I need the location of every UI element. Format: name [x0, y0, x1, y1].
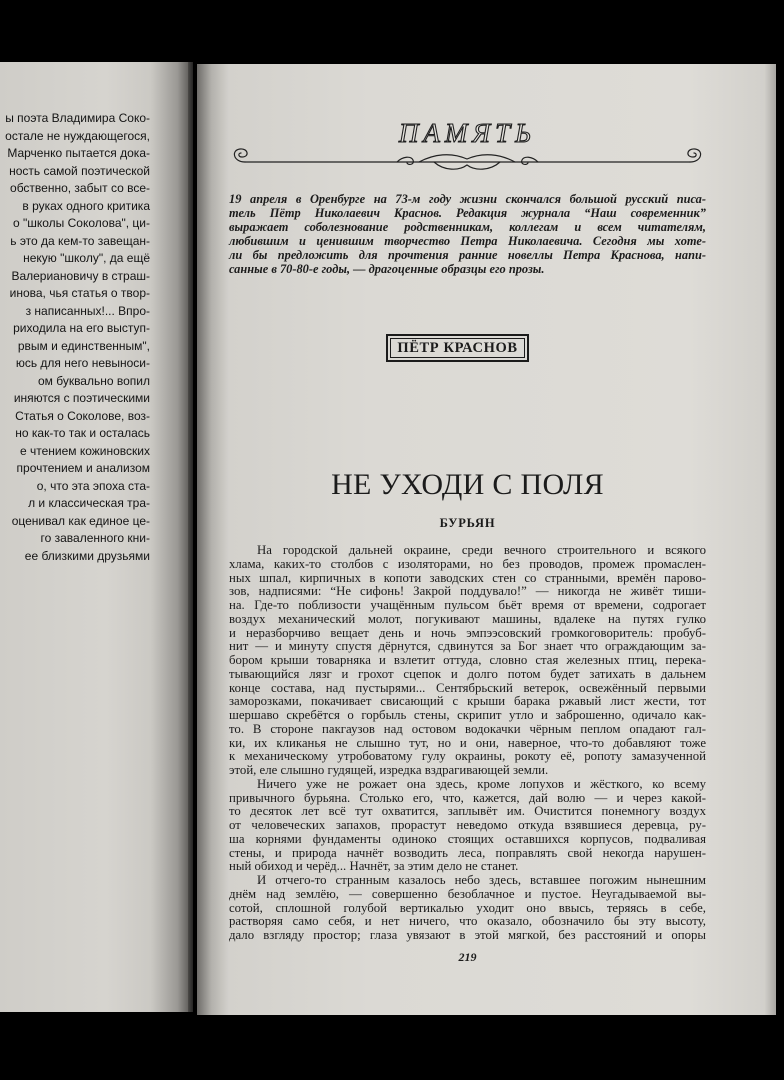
story-title: НЕ УХОДИ С ПОЛЯ — [331, 468, 604, 501]
body-line: стены, и природа начнёт возводить леса, поправлять свой некогда нарушен- — [229, 845, 706, 860]
intro-line: санные в 70-80-е годы, — драгоценные образцы его прозы. — [229, 262, 545, 276]
body-line: хлама, каких-то столбов с изоляторами, но без проводов, промеж промаслен- — [229, 556, 706, 571]
left-page-line: ь это да кем-то завещан- — [10, 233, 150, 248]
left-page-line: некую "школу", да ещё — [23, 251, 150, 265]
story-subtitle: БУРЬЯН — [439, 516, 496, 530]
left-page-line: Статья о Соколове, воз- — [15, 408, 150, 423]
body-line: на. Где-то поблизости учащённым пульсом бьёт время от времени, содрогает — [229, 598, 706, 612]
left-page-line: юсь для него невыноси- — [15, 356, 150, 370]
paragraph-first-line: На городской дальней окраине, среди вечного строительного и всякого — [257, 543, 706, 557]
left-page-text-column — [0, 62, 150, 1012]
intro-line: тель Пётр Николаевич Краснов. Редакция журнала “Наш современник” — [229, 206, 706, 220]
left-page-line: ы поэта Владимира Соко- — [5, 111, 150, 125]
left-page-line: но как-то так и осталась — [15, 426, 150, 440]
left-page-line: о "школы Соколова", ци- — [12, 216, 150, 230]
paragraph-first-line: Ничего уже не рожает она здесь, кроме лопухов и жёсткого, ко всему — [257, 776, 706, 791]
body-line: воздух механический молот, погукивают машины, вдалеке на путях гулко — [229, 611, 706, 626]
left-page-line: ом буквально вопил — [37, 373, 150, 388]
ornament-right-curl — [688, 149, 701, 162]
body-line: этой, еле слышно гудящей, изредка вздрагивающей земли. — [229, 763, 549, 777]
intro-line: выражает соболезнование родственникам, коллегам и всем читателям, — [229, 220, 706, 234]
left-page-line: Валериановичу в страш- — [11, 268, 150, 283]
body-line: шершаво скребётся о горбыль стены, скрипит утло и заброшенно, одичало как- — [229, 708, 706, 722]
left-page-line: е чтением кожиновских — [19, 443, 150, 458]
left-page-line: риходила на его выступ- — [13, 321, 150, 335]
left-page-line: оценивал как единое це- — [11, 513, 150, 528]
body-line: то. В стороне пакгаузов над остовом водокачки чёрным пеплом опадают гал- — [229, 721, 706, 736]
left-page-line: прочтением и анализом — [16, 461, 150, 475]
ornament-center-arc-bottom — [434, 162, 500, 169]
left-page-line: иняются с поэтическими — [13, 391, 150, 405]
body-line: привычного бурьяна. Столько его, что, кажется, дай волю — и через какой- — [229, 790, 706, 805]
page-number: 219 — [458, 950, 477, 964]
body-line: от человеческих запахов, прорастут неведомо откуда взявшиеся деревца, ру- — [229, 818, 706, 832]
body-line: зов, надписями: “Не сифонь! Закрой поддувало!” — никогда не живёт тиши- — [229, 584, 706, 599]
left-page-line: остале не нуждающегося, — [5, 128, 150, 143]
body-line: тывающийся лязг и грохот сцепок и долго потом будет затихать в дальнем — [229, 666, 706, 681]
paragraph-first-line: И отчего-то странным казалось небо здесь, вставшее погожим нынешним — [257, 873, 706, 887]
ornament-left-flourish — [397, 157, 413, 164]
left-page-line: го заваленного кни- — [40, 531, 150, 545]
left-page-line: ность самой поэтической — [9, 163, 150, 178]
body-line: ных шпал, кирпичных в копоти заводских стен со странными, времён парово- — [229, 570, 706, 585]
body-line: бором крыши товарняка и взлетит оттуда, словно стая железных птиц, перека- — [229, 653, 706, 667]
body-line: ный обиход и черёд... Начнёт, за этим дело не станет. — [229, 859, 519, 874]
intro-line: 19 апреля в Оренбурге на 73-м году жизни скончался большой русский писа- — [229, 192, 706, 206]
left-page-line: рвым и единственным", — [17, 338, 150, 353]
left-page-line: з написанных!... Впро- — [25, 303, 150, 318]
left-page-line: Марченко пытается дока- — [7, 146, 150, 160]
body-line: заморозками, покачивает свисающий с крыши барака ржавый лист жести, тот — [229, 694, 706, 709]
ornament-center-arc-top — [419, 155, 515, 162]
intro-line: ли бы предложить для прочтения ранние новеллы Петра Краснова, напи- — [229, 248, 706, 262]
left-page-line: в руках одного критика — [22, 198, 150, 213]
intro-line: любившим и ценившим творчество Петра Николаевича. Сегодня мы хоте- — [229, 234, 706, 248]
left-page-line: о, что эта эпоха ста- — [36, 478, 150, 493]
body-line: растворяя само себя, и нет ничего, что оказало, обозначило бы эту высоту, — [229, 914, 706, 929]
body-line: ша корнями фундаменты одиноко стоящих оставшихся корпусов, подваливая — [229, 831, 706, 846]
body-line: сотой, сплошной голубой вертикалью уходит оно ввысь, теряясь в себе, — [229, 900, 706, 915]
author-name: ПЁТР КРАСНОВ — [390, 338, 525, 358]
body-line: ки, их кликанья не слышно тут, но и они, наверное, что-то добавляют тоже — [229, 735, 706, 750]
left-page-line: обственно, забыт со все- — [10, 181, 150, 195]
body-line: к механическому утробоватому гулу окраины, рокоту её, ропоту замазученной — [229, 749, 706, 764]
left-page-line: ее близкими друзьями — [24, 548, 150, 563]
ornament-right-flourish — [522, 157, 538, 164]
left-page-line: инова, чья статья о твор- — [9, 286, 150, 300]
left-page-line: л и классическая тра- — [28, 496, 150, 510]
ornament-left-curl — [234, 149, 247, 162]
body-line: то десяток лет всё тут охватится, заплывёт им. Очистится понемногу воздух — [229, 804, 706, 819]
body-line: нит — и минуту спустя дёрнутся, сдвинутся за Бог знает что ограждающим за- — [229, 639, 706, 654]
left-page — [0, 62, 193, 1012]
body-line: конце состава, над пустырями... Сентябрьский ветерок, освежённый первыми — [229, 680, 706, 695]
body-line: днём над землёю, — совершенно безоблачное и пустое. Неугадываемой вы- — [229, 886, 706, 901]
body-line: и неразборчиво вещает день и ночь эмпээсовский громкоговоритель: пробуб- — [229, 625, 706, 640]
right-page — [197, 64, 776, 1015]
body-line: дало взгляду простор; глаза увязают в этой мягкой, без расстояний и опоры — [229, 928, 706, 942]
author-box — [386, 334, 529, 362]
section-heading: ПАМЯТЬ — [398, 118, 537, 148]
ornament-divider — [229, 144, 706, 174]
